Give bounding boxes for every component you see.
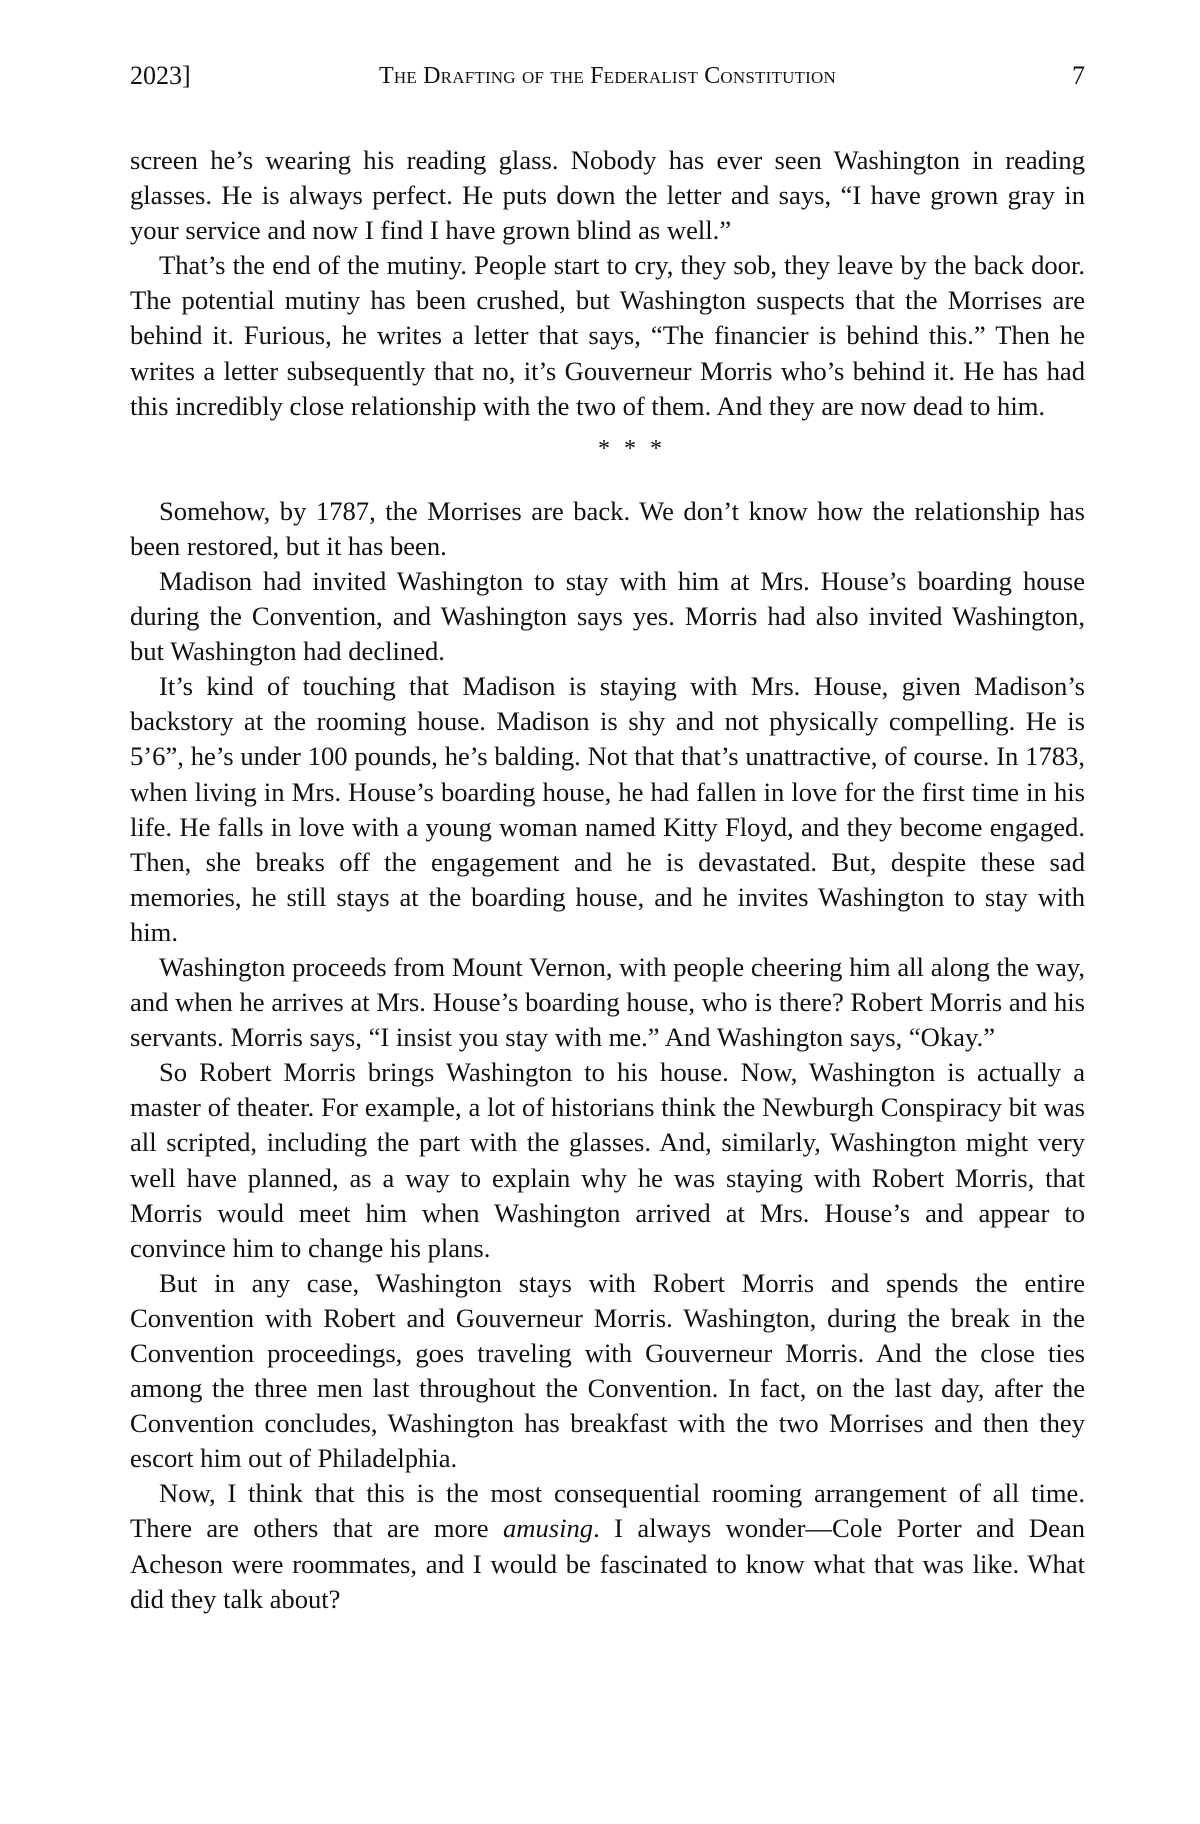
paragraph-final (130, 1476, 1085, 1616)
paragraph: It’s kind of touching that Madison is staying with Mrs. House, given Madison’s backstory at the rooming house. Madison is shy and not physically compelling. He is 5’6”, he’s under 100 pounds, he’s balding. Not that that’s unattractive, of course. In 1783, when living in Mrs. House’s boarding house, he had fallen in love for the first time in his life. He falls in love with a young woman named Kitty Floyd, and they become engaged. Then, she breaks off the engagement and he is devastated. But, despite these sad memories, he still stays at the boarding house, and he invites Washington to stay with him. (130, 671, 1085, 947)
section-break: * * * (598, 435, 666, 462)
paragraph: Somehow, by 1787, the Morrises are back. We don’t know how the relationship has been restored, but it has been. (130, 495, 1085, 561)
page-number: 7 (1072, 61, 1085, 90)
paragraph: Madison had invited Washington to stay with him at Mrs. House’s boarding house during the Convention, and Washington says yes. Morris had also invited Washington, but Washington had declined. (130, 565, 1085, 667)
header-title: The Drafting of the Federalist Constitution (379, 63, 836, 89)
emphasized-word: amusing (502, 1513, 594, 1544)
header-year: 2023] (130, 61, 191, 90)
paragraph: But in any case, Washington stays with Robert Morris and spends the entire Convention with Robert and Gouverneur Morris. Washington, during the break in the Convention proceedings, goes traveling with Gouverneur Morris. And the close ties among the three men last throughout the Convention. In fact, on the last day, after the Convention concludes, Washington has breakfast with the two Morrises and then they escort him out of Philadelphia. (130, 1267, 1085, 1474)
paragraph-text: . I always wonder—Cole Porter and Dean Acheson were roommates, and I would be fascinated to know what that was like. What did they talk about? (130, 1513, 1085, 1614)
body-text (130, 143, 1085, 1617)
paragraph: Washington proceeds from Mount Vernon, with people cheering him all along the way, and when he arrives at Mrs. House’s boarding house, who is there? Robert Morris and his servants. Morris says, “I insist you stay with me.” And Washington says, “Okay.” (130, 951, 1085, 1053)
paragraph-text: Now, I think that this is the most consequential rooming arrangement of all time. There are others that are more (130, 1478, 1085, 1544)
paragraph-continued: screen he’s wearing his reading glass. Nobody has ever seen Washington in reading glasses. He is always perfect. He puts down the letter and says, “I have grown gray in your service and now I find I have grown blind as well.” (130, 145, 1085, 246)
running-header (130, 56, 1085, 96)
paragraph: That’s the end of the mutiny. People start to cry, they sob, they leave by the back door. The potential mutiny has been crushed, but Washington suspects that the Morrises are behind it. Furious, he writes a letter that says, “The financier is behind this.” Then he writes a letter subsequently that no, it’s Gouverneur Morris who’s behind it. He has had this incredibly close relationship with the two of them. And they are now dead to him. (130, 250, 1085, 421)
paragraph: So Robert Morris brings Washington to his house. Now, Washington is actually a master of theater. For example, a lot of historians think the Newburgh Conspiracy bit was all scripted, including the part with the glasses. And, similarly, Washington might very well have planned, as a way to explain why he was staying with Robert Morris, that Morris would meet him when Washington arrived at Mrs. House’s and appear to convince him to change his plans. (130, 1057, 1085, 1263)
